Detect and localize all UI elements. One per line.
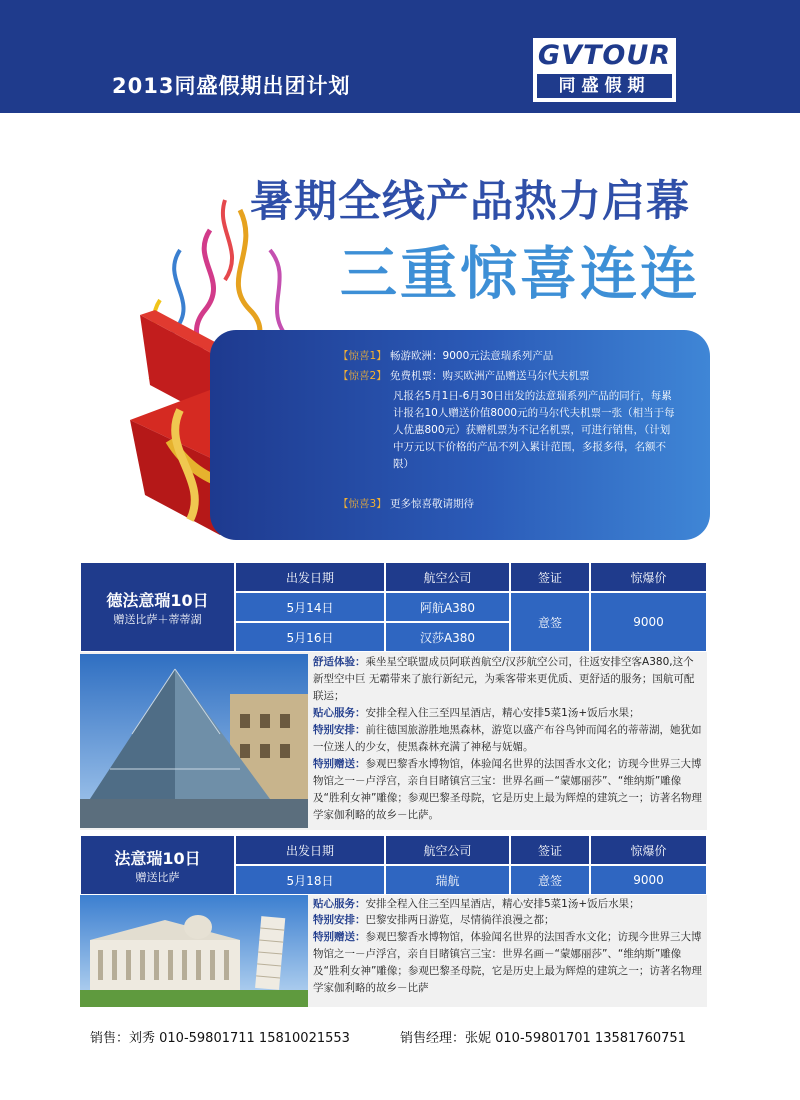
promo-tag: 【惊喜3】: [338, 498, 387, 510]
promo-text: 畅游欧洲：9000元法意瑞系列产品: [390, 350, 554, 362]
logo-text-en: GVTOUR: [537, 40, 672, 71]
tour2-title: 法意瑞10日: [114, 848, 201, 868]
tour2-detail-1: [313, 896, 703, 913]
detail-text: 巴黎安排两日游览，尽情徜徉浪漫之都；: [365, 914, 555, 926]
tour1-header-visa: 签证: [510, 562, 590, 592]
tour1-header-date: 出发日期: [235, 562, 385, 592]
tour1-details: [80, 652, 707, 830]
promo-item-2: [338, 368, 678, 385]
headline-primary: 暑期全线产品热力启幕: [250, 177, 690, 227]
detail-label: 特别安排：: [313, 724, 366, 736]
pisa-photo: [80, 895, 308, 1007]
tour1-airline-2: 汉莎A380: [385, 622, 510, 652]
tour2-visa: 意签: [510, 865, 590, 895]
tour2-airline: 瑞航: [385, 865, 510, 895]
tour1-airline-1: 阿航A380: [385, 592, 510, 622]
tour1-subtitle: 赠送比萨＋蒂蒂湖: [113, 612, 202, 626]
tour2-header-price: 惊爆价: [590, 835, 707, 865]
louvre-photo: [80, 654, 308, 828]
tour1-price: 9000: [590, 592, 707, 652]
tour1-date-2: 5月16日: [235, 622, 385, 652]
tour1-detail-1: [313, 654, 703, 705]
promo-text: 免费机票：购买欧洲产品赠送马尔代夫机票: [390, 370, 590, 382]
tour1-detail-4: [313, 756, 703, 824]
header-title: 2013同盛假期出团计划: [112, 74, 351, 98]
tour1-header-airline: 航空公司: [385, 562, 510, 592]
tour1-detail-2: [313, 705, 703, 722]
promo-panel: [210, 330, 710, 540]
tour1-title-cell: [80, 562, 235, 652]
tour2-table: [80, 835, 707, 895]
tour1-table: [80, 562, 707, 652]
detail-label: 特别赠送：: [313, 758, 366, 770]
tour1-header-price: 惊爆价: [590, 562, 707, 592]
detail-label: 特别安排：: [313, 914, 366, 926]
detail-text: 参观巴黎香水博物馆，体验闻名世界的法国香水文化；访现今世界三大博物馆之一－卢浮宫，亲自目睹镇宫三宝：世界名画－“蒙娜丽莎”、“维纳斯”雕像及“胜利女神”雕像；参观巴黎圣母院，它是历史上最为辉煌的建筑之一；访著名物理学家伽利略的故乡－比萨: [313, 931, 702, 994]
promo-text: 更多惊喜敬请期待: [390, 498, 475, 510]
tour2-header-visa: 签证: [510, 835, 590, 865]
promo-tag: 【惊喜2】: [338, 370, 387, 382]
detail-text: 乘坐星空联盟成员阿联酋航空/汉莎航空公司，往返安排空客A380,这个新型空中巨 无霸带来了旅行新纪元，为乘客带来更优质、更舒适的服务；国航可配联运；: [313, 656, 695, 702]
tour2-date: 5月18日: [235, 865, 385, 895]
detail-label: 贴心服务：: [313, 898, 366, 910]
tour1-visa: 意签: [510, 592, 590, 652]
detail-text: 安排全程入住三至四星酒店，精心安排5菜1汤+饭后水果；: [365, 898, 640, 910]
tour2-subtitle: 赠送比萨: [135, 870, 180, 884]
sales-contact: 销售：刘秀 010-59801711 15810021553: [90, 1031, 350, 1046]
tour1-detail-3: [313, 722, 703, 756]
tour2-title-cell: [80, 835, 235, 895]
logo: [533, 38, 676, 102]
headline-secondary: 三重惊喜连连: [340, 241, 700, 307]
promo-item-1: [338, 348, 678, 365]
detail-label: 舒适体验：: [313, 656, 366, 668]
tour1-date-1: 5月14日: [235, 592, 385, 622]
logo-text-cn: 同盛假期: [537, 74, 672, 98]
promo-item-3: [338, 496, 678, 513]
manager-contact: 销售经理：张妮 010-59801701 13581760751: [400, 1031, 686, 1046]
detail-text: 安排全程入住三至四星酒店，精心安排5菜1汤+饭后水果；: [365, 707, 640, 719]
detail-label: 贴心服务：: [313, 707, 366, 719]
tour2-details: [80, 895, 707, 1007]
detail-text: 前往德国旅游胜地黑森林，游览以盛产布谷鸟钟而闻名的蒂蒂湖，她犹如一位迷人的少女，使黑森林充满了神秘与妩媚。: [313, 724, 702, 753]
tour2-detail-3: [313, 929, 703, 997]
tour1-title: 德法意瑞10日: [106, 590, 209, 610]
header-bar: [0, 0, 800, 113]
tour2-header-date: 出发日期: [235, 835, 385, 865]
tour2-detail-2: [313, 912, 703, 929]
tour2-header-airline: 航空公司: [385, 835, 510, 865]
promo-tag: 【惊喜1】: [338, 350, 387, 362]
tour2-price: 9000: [590, 865, 707, 895]
promo-item-detail: [393, 388, 678, 473]
promo-text: 凡报名5月1日-6月30日出发的法意瑞系列产品的同行，每累计报名10人赠送价值8000元的马尔代夫机票一张（相当于每人优惠800元）获赠机票为不记名机票，可进行销售，（计划中万元以下价格的产品不列入累计范围，多报多得，名额不限）: [393, 390, 675, 470]
detail-text: 参观巴黎香水博物馆，体验闻名世界的法国香水文化；访现今世界三大博物馆之一－卢浮宫，亲自目睹镇宫三宝：世界名画－“蒙娜丽莎”、“维纳斯”雕像及“胜利女神”雕像；参观巴黎圣母院，它是历史上最为辉煌的建筑之一；访著名物理学家伽利略的故乡－比萨。: [313, 758, 702, 821]
detail-label: 特别赠送：: [313, 931, 366, 943]
